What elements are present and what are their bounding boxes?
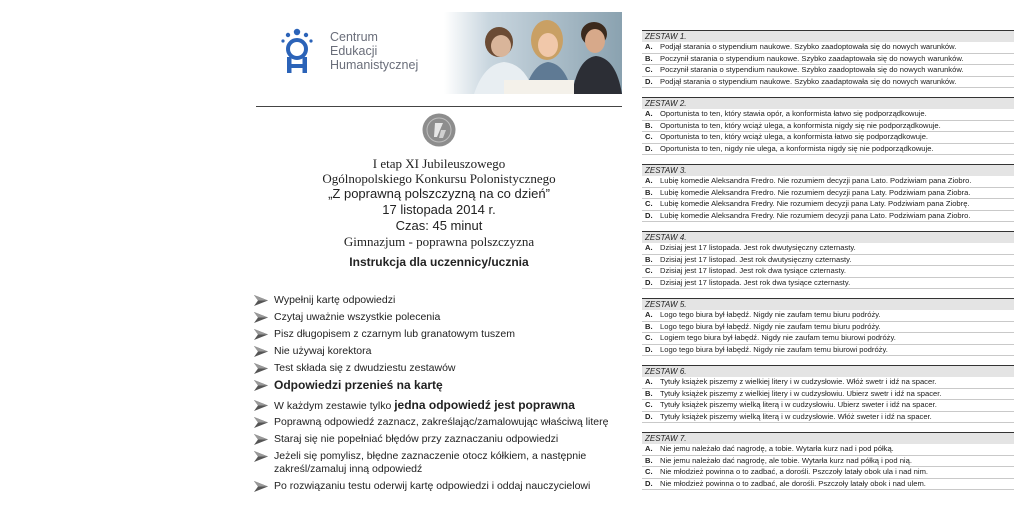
- answer-option[interactable]: [642, 310, 1014, 322]
- rule-item: [254, 416, 624, 433]
- option-letter: B.: [645, 120, 653, 130]
- arrow-bullet-icon: [254, 380, 268, 391]
- anniversary-seal-icon: [422, 113, 456, 147]
- option-letter: D.: [645, 478, 653, 488]
- option-letter: D.: [645, 344, 653, 354]
- answer-option[interactable]: [642, 467, 1014, 479]
- arrow-bullet-icon: [254, 363, 268, 374]
- option-letter: C.: [645, 199, 653, 208]
- question-set: [642, 365, 1014, 423]
- rule-text: Pisz długopisem z czarnym lub granatowym tuszem: [274, 328, 516, 340]
- answer-option[interactable]: [642, 345, 1014, 357]
- option-text: Poczynił starania o stypendium naukowe. Szybko zaadoptowała się do nowych warunków.: [660, 65, 964, 74]
- set-title: ZESTAW 3.: [642, 164, 1014, 176]
- question-set: [642, 432, 1014, 490]
- option-letter: D.: [645, 210, 653, 220]
- arrow-bullet-icon: [254, 295, 268, 306]
- option-letter: C.: [645, 266, 653, 275]
- set-title: ZESTAW 7.: [642, 432, 1014, 444]
- question-set: [642, 164, 1014, 222]
- option-letter: D.: [645, 277, 653, 287]
- answer-option[interactable]: [642, 412, 1014, 424]
- option-text: Dzisiaj jest 17 listopada. Jest rok dwutysięczny czternasty.: [660, 243, 856, 252]
- instruction-panel: [254, 8, 624, 508]
- rule-text-emphasis: jedna odpowiedź jest poprawna: [394, 398, 575, 412]
- option-letter: A.: [645, 444, 653, 453]
- arrow-bullet-icon: [254, 400, 268, 411]
- answer-option[interactable]: [642, 400, 1014, 412]
- logo-line: Centrum: [330, 30, 378, 44]
- option-text: Podjął starania o stypendium naukowe. Szybko zaadoptowała się do nowych warunków.: [660, 42, 957, 51]
- arrow-bullet-icon: [254, 481, 268, 492]
- title-line-motto: „Z poprawną polszczyzną na co dzień”: [328, 186, 550, 201]
- header-divider: [256, 106, 622, 107]
- question-set: [642, 298, 1014, 356]
- option-text: Tytuły książek piszemy z wielkiej litery i w cudzysłowiu. Ubierz swetr i idź na spacer.: [660, 388, 942, 398]
- arrow-bullet-icon: [254, 417, 268, 428]
- option-letter: B.: [645, 254, 653, 264]
- answer-option[interactable]: [642, 377, 1014, 389]
- option-text: Oportunista to ten, nigdy nie ulega, a konformista nigdy się nie podporządkowuje.: [660, 143, 934, 153]
- option-text: Dzisiaj jest 17 listopada. Jest rok dwa tysiące czternasty.: [660, 277, 851, 287]
- answer-option[interactable]: [642, 456, 1014, 468]
- option-letter: A.: [645, 310, 653, 319]
- arrow-bullet-icon: [254, 312, 268, 323]
- option-letter: C.: [645, 132, 653, 141]
- set-title: ZESTAW 4.: [642, 231, 1014, 243]
- option-text: Oportunista to ten, który stawia opór, a konformista łatwo się podporządkowuje.: [660, 109, 927, 118]
- answer-option[interactable]: [642, 188, 1014, 200]
- rule-item: [254, 399, 624, 416]
- option-text: Lubię komedie Aleksandra Fredro. Nie rozumiem decyzji pana Lato. Podziwiam pana Ziobro.: [660, 176, 972, 185]
- option-letter: C.: [645, 400, 653, 409]
- rule-text: W każdym zestawie tylko: [274, 400, 395, 412]
- rule-item: [254, 450, 624, 480]
- option-text: Podjął starania o stypendium naukowe. Szybko zaadaptowała się do nowych warunków.: [660, 76, 957, 86]
- option-letter: A.: [645, 377, 653, 386]
- rule-item: [254, 480, 624, 497]
- logo-line: Humanistycznej: [330, 58, 419, 72]
- option-text: Oportunista to ten, który wciąż ulega, a konformista nigdy się nie podporządkowuje.: [660, 120, 941, 130]
- set-title: ZESTAW 2.: [642, 97, 1014, 109]
- rule-item: [254, 345, 624, 362]
- set-title: ZESTAW 1.: [642, 30, 1014, 42]
- rule-text-emphasis: Odpowiedzi przenieś na kartę: [274, 378, 443, 392]
- rule-text: Test składa się z dwudziestu zestawów: [274, 362, 456, 374]
- answer-option[interactable]: [642, 199, 1014, 211]
- option-letter: A.: [645, 109, 653, 118]
- instruction-heading: Instrukcja dla uczennicy/ucznia: [349, 255, 529, 269]
- option-text: Nie młodzież powinna o to zadbać, ale dorośli. Pszczoły latały obok i nad ulem.: [660, 478, 926, 488]
- set-title: ZESTAW 6.: [642, 365, 1014, 377]
- answer-option[interactable]: [642, 333, 1014, 345]
- option-letter: D.: [645, 76, 653, 86]
- rule-text: Jeżeli się pomylisz, błędne zaznaczenie otocz kółkiem, a następnie zakreśl/zamaluj inną odpowiedź: [274, 450, 587, 475]
- option-text: Oportunista to ten, który wciąż ulega, a konformista łatwo się podporządkowuje.: [660, 132, 929, 141]
- answer-option[interactable]: [642, 144, 1014, 156]
- rule-item: [254, 311, 624, 328]
- organization-name: [330, 30, 418, 72]
- option-text: Poczynił starania o stypendium naukowe. Szybko zaadaptowała się do nowych warunków.: [660, 53, 964, 63]
- arrow-bullet-icon: [254, 451, 268, 462]
- option-text: Logiem tego biura był łabędź. Nigdy nie zaufam temu biurowi podróży.: [660, 333, 896, 342]
- option-text: Logo tego biura był łabędź. Nigdy nie zaufam temu biuru podróży.: [660, 321, 881, 331]
- answer-option[interactable]: [642, 389, 1014, 401]
- option-letter: A.: [645, 42, 653, 51]
- option-text: Logo tego biura był łabędź. Nigdy nie zaufam temu biurowi podróży.: [660, 344, 888, 354]
- option-text: Tytuły książek piszemy z wielkiej litery i w cudzysłowie. Włóż swetr i idź na spacer.: [660, 377, 937, 386]
- title-line-contest: Ogólnopolskiego Konkursu Polonistycznego: [322, 171, 556, 186]
- option-text: Lubię komedie Aleksandra Fredry. Nie rozumiem decyzji pana Laty. Podziwiam pana Ziobrę.: [660, 199, 970, 208]
- logo-line: Edukacji: [330, 44, 378, 58]
- answer-option[interactable]: [642, 65, 1014, 77]
- set-title: ZESTAW 5.: [642, 298, 1014, 310]
- students-photo: [444, 12, 622, 94]
- rule-item: [254, 294, 624, 311]
- arrow-bullet-icon: [254, 434, 268, 445]
- answer-option[interactable]: [642, 121, 1014, 133]
- option-letter: B.: [645, 388, 653, 398]
- contest-title-block: [254, 156, 624, 270]
- option-letter: C.: [645, 333, 653, 342]
- answer-option[interactable]: [642, 278, 1014, 290]
- answer-option[interactable]: [642, 444, 1014, 456]
- answer-option[interactable]: [642, 266, 1014, 278]
- answer-option[interactable]: [642, 211, 1014, 223]
- answer-option[interactable]: [642, 109, 1014, 121]
- option-text: Tytuły książek piszemy wielką literą i w cudzysłowie. Włóż sweter i idź na spacer.: [660, 411, 932, 421]
- rule-text: Wypełnij kartę odpowiedzi: [274, 294, 396, 306]
- option-letter: C.: [645, 65, 653, 74]
- answer-option[interactable]: [642, 322, 1014, 334]
- option-text: Dzisiaj jest 17 listopad. Jest rok dwutysięczny czternasty.: [660, 254, 852, 264]
- rules-list: [254, 294, 624, 497]
- option-text: Tytuły książek piszemy wielką literą i w cudzysłowiu. Ubierz sweter i idź na spacer.: [660, 400, 937, 409]
- question-sets: [642, 30, 1014, 499]
- option-text: Nie jemu należało dać nagrodę, a tobie. Wytarła kurz nad i pod półką.: [660, 444, 894, 453]
- rule-text: Staraj się nie popełniać błędów przy zaznaczaniu odpowiedzi: [274, 433, 559, 445]
- option-text: Dzisiaj jest 17 listopad. Jest rok dwa tysiące czternasty.: [660, 266, 846, 275]
- option-letter: C.: [645, 467, 653, 476]
- answer-option[interactable]: [642, 255, 1014, 267]
- rule-item: [254, 362, 624, 379]
- answer-option[interactable]: [642, 42, 1014, 54]
- answer-option[interactable]: [642, 243, 1014, 255]
- option-text: Nie młodzież powinna o to zadbać, a dorośli. Pszczoły latały obok ula i nad nim.: [660, 467, 929, 476]
- option-letter: B.: [645, 187, 653, 197]
- option-text: Lubię komedie Aleksandra Fredry. Nie rozumiem decyzji pana Lato. Podziwiam pana Ziobro.: [660, 210, 971, 220]
- title-line-stage: I etap XI Jubileuszowego: [372, 156, 506, 171]
- arrow-bullet-icon: [254, 329, 268, 340]
- option-letter: B.: [645, 455, 653, 465]
- rule-text: Po rozwiązaniu testu oderwij kartę odpowiedzi i oddaj nauczycielowi: [274, 480, 591, 492]
- answer-option[interactable]: [642, 54, 1014, 66]
- rule-text: Poprawną odpowiedź zaznacz, zakreślając/zamalowując właściwą literę: [274, 416, 609, 428]
- option-letter: D.: [645, 143, 653, 153]
- option-letter: D.: [645, 411, 653, 421]
- option-letter: B.: [645, 53, 653, 63]
- rule-item: [254, 433, 624, 450]
- ceh-logo-icon: [280, 24, 314, 74]
- rule-item: [254, 379, 624, 399]
- title-line-level: Gimnazjum - poprawna polszczyzna: [343, 234, 535, 249]
- answer-option[interactable]: [642, 479, 1014, 491]
- option-letter: B.: [645, 321, 653, 331]
- option-letter: A.: [645, 243, 653, 252]
- option-text: Logo tego biura był łabędź. Nigdy nie zaufam temu biuru podróży.: [660, 310, 881, 319]
- title-line-date: 17 listopada 2014 r.: [382, 202, 496, 217]
- answer-option[interactable]: [642, 77, 1014, 89]
- question-set: [642, 231, 1014, 289]
- question-set: [642, 30, 1014, 88]
- answer-option[interactable]: [642, 132, 1014, 144]
- option-text: Lubię komedie Aleksandra Fredro. Nie rozumiem decyzji pana Laty. Podziwiam pana Ziobra.: [660, 187, 971, 197]
- rule-text: Nie używaj korektora: [274, 345, 372, 357]
- rule-text: Czytaj uważnie wszystkie polecenia: [274, 311, 441, 323]
- rule-item: [254, 328, 624, 345]
- option-text: Nie jemu należało dać nagrodę, ale tobie. Wytarła kurz nad półką i pod nią.: [660, 455, 912, 465]
- title-line-time: Czas: 45 minut: [395, 218, 483, 233]
- option-letter: A.: [645, 176, 653, 185]
- arrow-bullet-icon: [254, 346, 268, 357]
- question-set: [642, 97, 1014, 155]
- answer-option[interactable]: [642, 176, 1014, 188]
